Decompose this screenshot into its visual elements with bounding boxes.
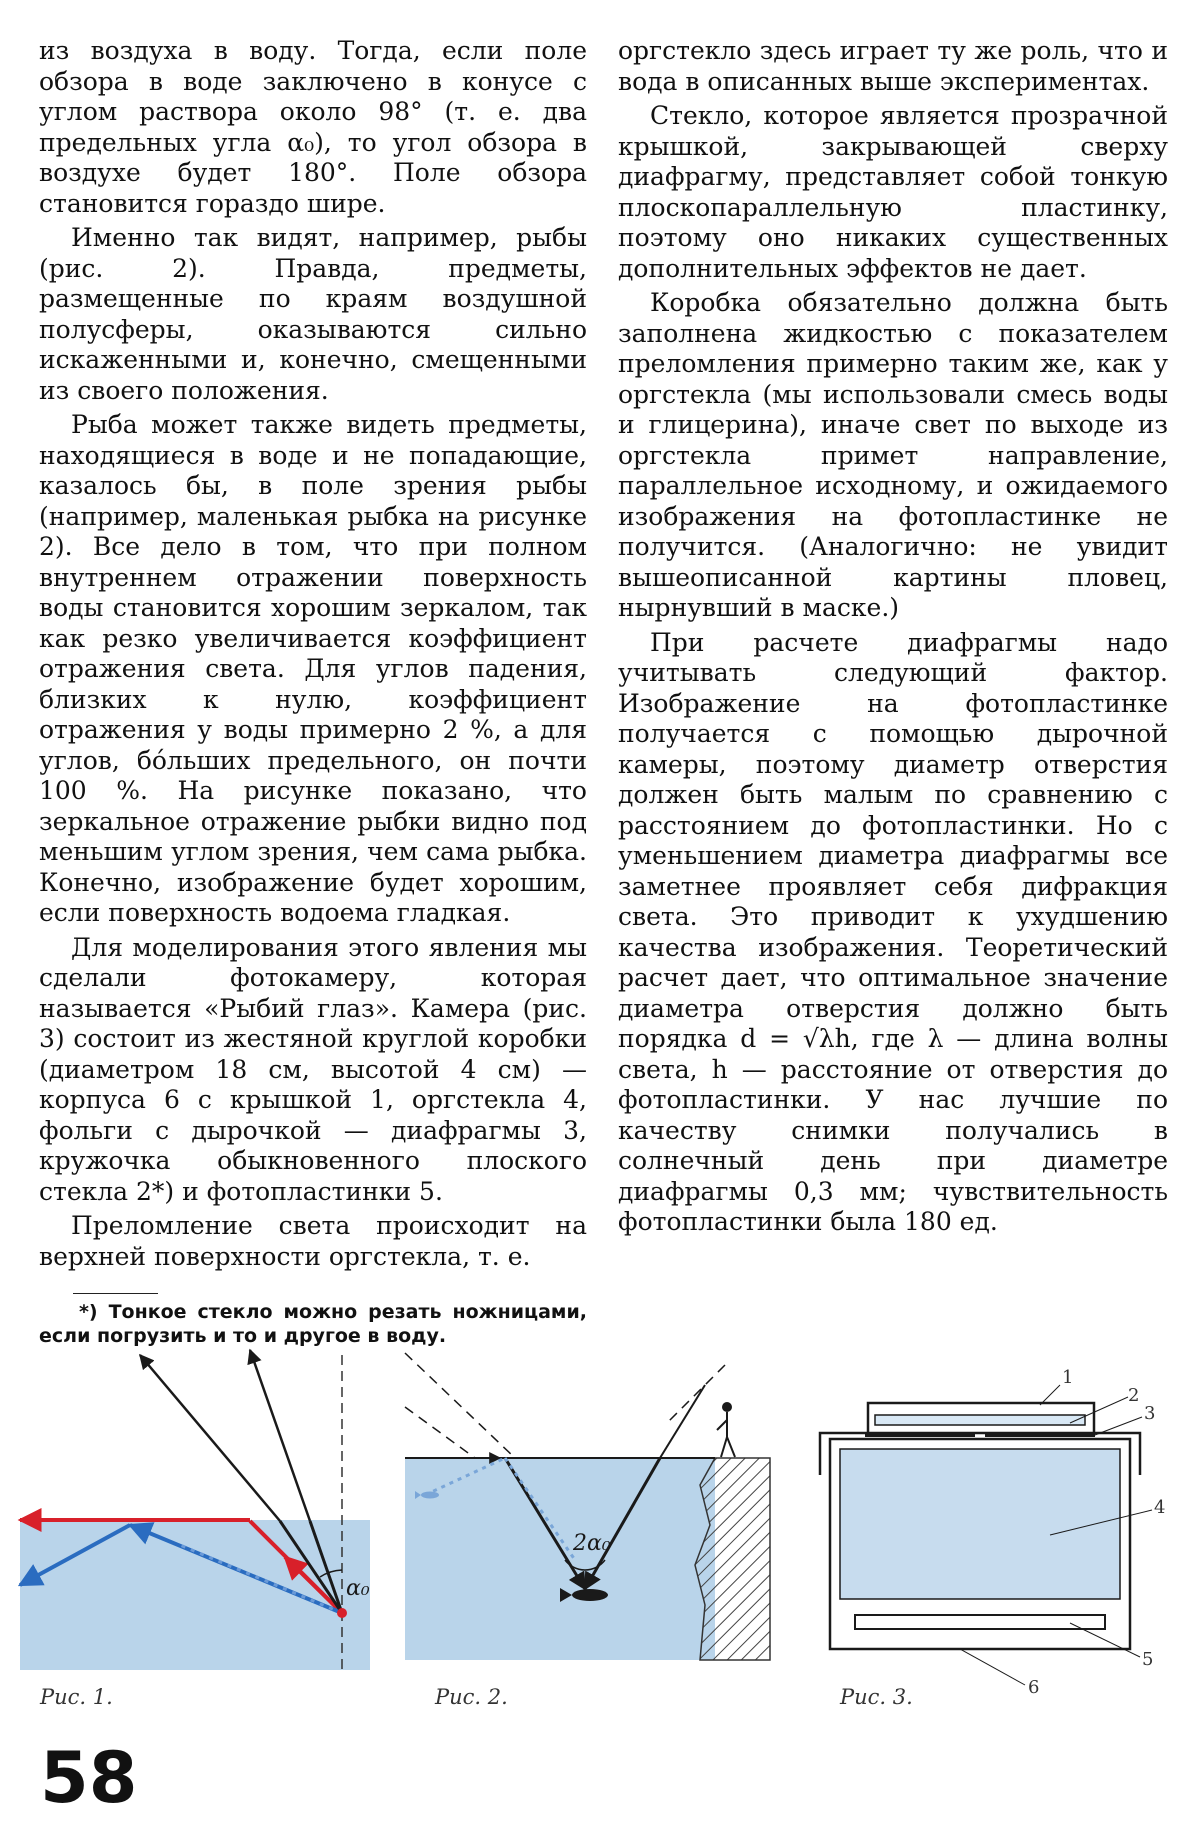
footnote	[39, 1300, 587, 1348]
figure-2	[405, 1345, 770, 1660]
paragraph: из воздуха в воду. Тогда, если поле обзора в воде заключено в конусе с углом раствора около 98° (т. е. два предельных угла α₀), то угол обзора в воздухе будет 180°. Поле обзора становится гораздо шире.	[39, 36, 587, 218]
leader-line	[960, 1649, 1025, 1685]
photoplate	[855, 1615, 1105, 1629]
glass-disc	[875, 1415, 1085, 1425]
angle-label: α₀	[346, 1576, 370, 1601]
dashed-ray	[405, 1407, 475, 1458]
paragraph: Именно так видят, например, рыбы (рис. 2). Правда, предметы, размещенные по краям воздушной полусферы, оказываются сильно искаженными и, конечно, смещенными из своего положения.	[39, 223, 587, 405]
paragraph: При расчете диафрагмы надо учитывать следующий фактор. Изображение на фотопластинке получается с помощью дырочной камеры, поэтому диаметр отверстия должен быть малым по сравнению с расстоянием до фотопластинки. Но с уменьшением диаметра диафрагмы все заметнее проявляет себя дифракция света. Это приводит к ухудшению качества изображения. Теоретический расчет дает, что оптимальное значение диаметра отверстия должно быть порядка d = √λh, где λ — длина волны света, h — расстояние от отверстия до фотопластинки. У нас лучшие по качеству снимки получались в солнечный день при диаметре диафрагмы 0,3 мм; чувствительность фотопластинки была 180 ед.	[618, 627, 1168, 1236]
black-ray-air	[140, 1355, 280, 1521]
right-column	[618, 36, 1168, 1242]
plexiglass	[840, 1449, 1120, 1599]
label-6: 6	[1028, 1677, 1040, 1698]
footnote-rule	[73, 1293, 158, 1294]
label-4: 4	[1154, 1497, 1166, 1518]
shore	[695, 1458, 770, 1660]
footnote-text: *) Тонкое стекло можно резать ножницами, если погрузить и то и другое в воду.	[39, 1301, 587, 1347]
water-area	[405, 1458, 715, 1660]
paragraph: Преломление света происходит на верхней поверхности оргстекла, т. е.	[39, 1211, 587, 1271]
paragraph: Коробка обязательно должна быть заполнена жидкостью с показателем преломления примерно таким же, как у оргстекла (мы использовали смесь воды и глицерина), иначе свет по выходе из оргстекла примет направление, параллельное исходному, и ожидаемого изображения на фотопластинке не получится. (Аналогично: не увидит вышеописанной картины пловец, нырнувший в маске.)	[618, 288, 1168, 622]
page-number: 58	[40, 1737, 138, 1819]
figure-2-caption: Рис. 2.	[435, 1685, 508, 1709]
person-icon	[717, 1402, 735, 1457]
paragraph: Для моделирования этого явления мы сделали фотокамеру, которая называется «Рыбий глаз». Камера (рис. 3) состоит из жестяной круглой коробки (диаметром 18 см, высотой 4 см) — корпуса 6 с крышкой 1, оргстекла 4, фольги с дырочкой — диафрагмы 3, кружочка обыкновенного плоского стекла 2*) и фотопластинки 5.	[39, 932, 587, 1206]
angle-label: 2α₀	[573, 1531, 611, 1556]
figure-1-caption: Рис. 1.	[40, 1685, 113, 1709]
left-column	[39, 36, 587, 1276]
paragraph: Стекло, которое является прозрачной крышкой, закрывающей сверху диафрагму, представляет собой тонкую плоскопараллельную пластинку, поэтому оно никаких существенных дополнительных эффектов не дает.	[618, 101, 1168, 283]
label-3: 3	[1144, 1403, 1156, 1424]
dashed-ray	[665, 1365, 725, 1425]
paragraph: Рыба может также видеть предметы, находящиеся в воде и не попадающие, казалось бы, в поле зрения рыбы (например, маленькая рыбка на рисунке 2). Все дело в том, что при полном внутреннем отражении поверхность воды становится хорошим зеркалом, так как резко увеличивается коэффициент отражения света. Для углов падения, близких к нулю, коэффициент отражения у воды примерно 2 %, а для углов, бо́льших предельного, он почти 100 %. На рисунке показано, что зеркальное отражение рыбки видно под меньшим углом зрения, чем сама рыбка. Конечно, изображение будет хорошим, если поверхность водоема гладкая.	[39, 410, 587, 927]
ray-from-person	[660, 1385, 705, 1458]
dashed-ray	[405, 1353, 515, 1458]
figure-1	[20, 1345, 380, 1670]
light-source	[337, 1608, 347, 1618]
figure-3-caption: Рис. 3.	[840, 1685, 913, 1709]
label-5: 5	[1142, 1649, 1154, 1670]
label-2: 2	[1128, 1385, 1140, 1406]
paragraph: оргстекло здесь играет ту же роль, что и вода в описанных выше экспериментах.	[618, 36, 1168, 96]
label-1: 1	[1062, 1367, 1074, 1388]
